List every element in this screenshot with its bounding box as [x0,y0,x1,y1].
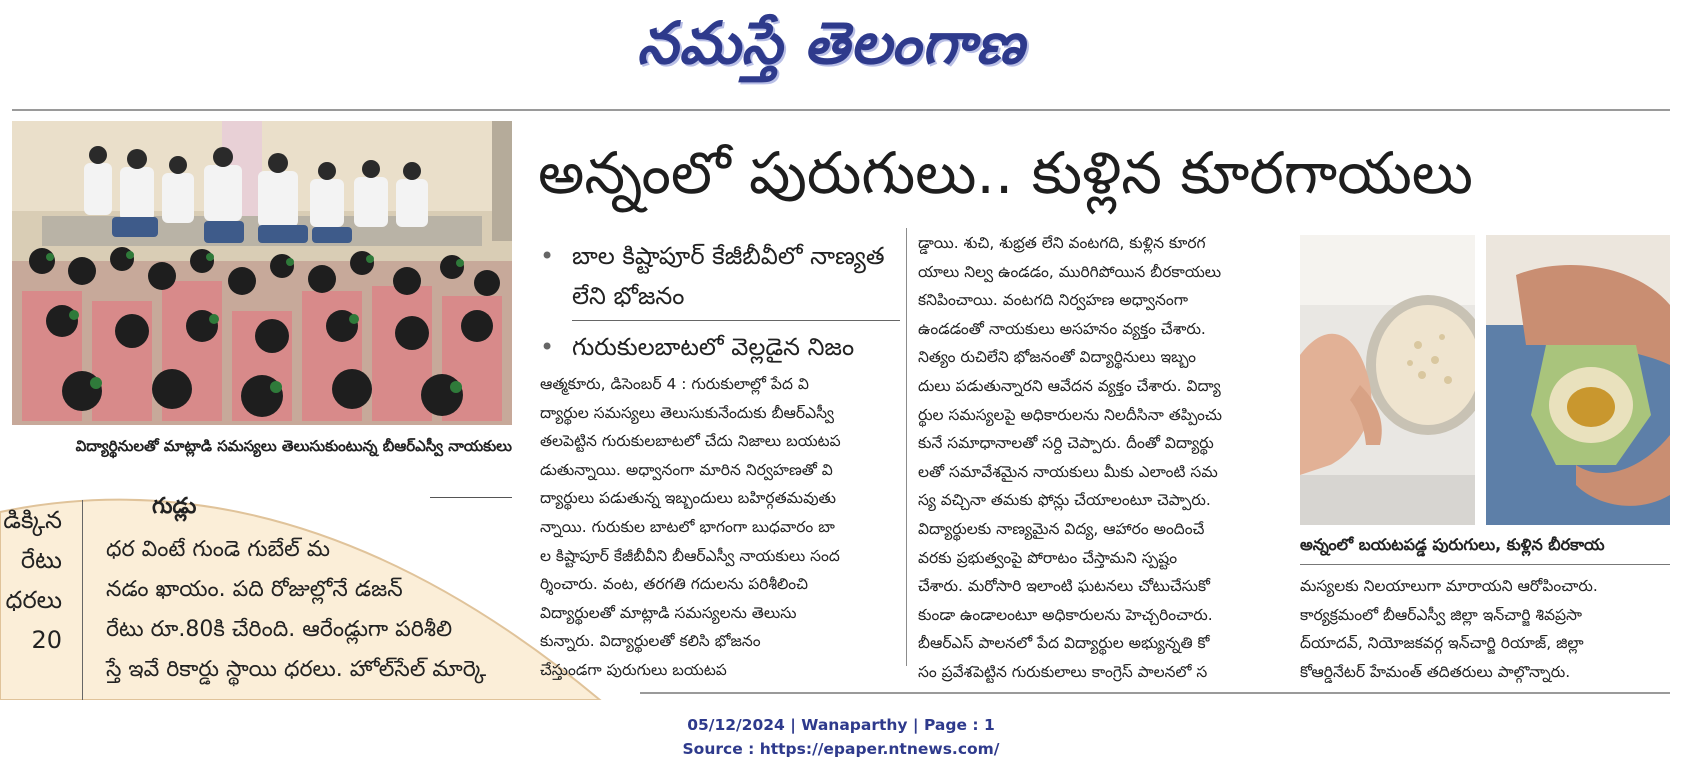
bullet-dot-icon: • [540,333,555,361]
column-line: ద్‌యాదవ్, నియోజకవర్గ ఇన్‌చార్జి రియాజ్, జిల్లా [1300,634,1584,652]
footer-meta: 05/12/2024 | Wanaparthy | Page : 1 [687,716,995,734]
ridge-gourd-photo [1486,235,1670,525]
article-bullets [540,236,900,367]
photo-caption: విద్యార్థినులతో మాట్లాడి సమస్యలు తెలుసుకుంటున్న బీఆర్ఎస్వీ నాయకులు [75,437,512,455]
column-line: కనిపించాయి. వంటగది నిర్వహణ అధ్వానంగా [918,291,1189,310]
side-box-heading: గుడ్లు [152,494,197,519]
bullet-text: బాల కిష్టాపూర్ కేజీబీవీలో నాణ్యత లేని భోజనం [572,242,885,310]
column-line: ర్థుల సమస్యలపై అధికారులను నిలదీసినా తప్పించు [918,405,1223,424]
column-line: నిత్యం రుచిలేని భోజనంతో విద్యార్థినులు ఇబ్బం [918,348,1196,367]
column-line: కునే సమాధానాలతో సర్ది చెప్పారు. దీంతో విద్యార్థు [918,434,1214,453]
column-line: ఆత్మకూరు, డిసెంబర్ 4 : గురుకులాల్లో పేద వి [540,375,809,393]
article-column-3 [1300,572,1670,686]
rice-plate-illustration [1300,235,1475,525]
column-line: ఉండడంతో నాయకులు అసహనం వ్యక్తం చేశారు. [918,319,1206,338]
food-photo-caption: అన్నంలో బయటపడ్డ పురుగులు, కుళ్లిన బీరకాయ [1300,535,1605,554]
fragment-line: 20 [31,626,62,654]
fragment-line: ధరలు [5,586,62,614]
column-line: చేస్తుండగా పురుగులు బయటప [540,660,727,679]
column-line: విద్యార్థులతో మాట్లాడి సమస్యలను తెలుసు [540,603,797,622]
caption-rule [1300,564,1670,565]
side-box-left-fragments [0,500,62,660]
fragment-line: డిక్కిన [3,506,62,534]
column-line: కార్యక్రమంలో బీఆర్ఎస్వీ జిల్లా ఇన్‌చార్జి శివప్రసా [1300,605,1583,624]
column-divider [906,228,907,666]
food-photos [1300,235,1670,525]
column-line: స్య వచ్చినా తమకు ఫోన్లు చేయాలంటూ చెప్పారు. [918,491,1211,510]
column-line: ద్యార్థుల సమస్యలు తెలుసుకునేందుకు బీఆర్ఎస్వీ [540,403,834,422]
column-line: డ్డాయి. శుచి, శుభ్రత లేని వంటగది, కుళ్లిన కూరగ [918,234,1206,252]
article-column-2 [918,229,1278,687]
eggs-price-box [0,470,610,700]
column-line: కున్నారు. విద్యార్థులతో కలిసి భోజనం [540,632,761,651]
side-box-line: ధర వింటే గుండె గుబేల్ మ [106,537,331,562]
students-meeting-illustration [12,121,512,425]
column-line: బీఆర్ఎస్ పాలనలో పేద విద్యార్థుల అభ్యున్నతి కో [918,634,1210,653]
column-line: ల కిష్టాపూర్ కేజీబీవీని బీఆర్ఎస్వీ నాయకులు సంద [540,546,840,565]
ridge-gourd-illustration [1486,235,1670,525]
side-box-divider [82,500,83,700]
column-line: ర్శించారు. వంట, తరగతి గదులను పరిశీలించి [540,575,808,594]
rice-plate-photo [1300,235,1475,525]
bullet-dot-icon: • [540,242,555,270]
footer-source-link[interactable]: Source : https://epaper.ntnews.com/ [682,740,1000,758]
students-meeting-photo [12,121,512,425]
column-line: న్నాయి. గురుకుల బాటలో భాగంగా బుధవారం బా [540,517,835,536]
bullet-item [540,327,900,367]
column-line: ద్యార్థులు పడుతున్న ఇబ్బందులు బహిర్గతమవుతు [540,489,836,508]
column-line: డుతున్నాయి. అధ్వానంగా మారిన నిర్వహణతో వి [540,460,833,479]
column-line: దులు పడుతున్నారని ఆవేదన వ్యక్తం చేశారు. విద్యా [918,376,1221,395]
bottom-rule [640,692,1670,694]
column-line: తలపెట్టిన గురుకులబాటలో చేదు నిజాలు బయటప [540,432,841,451]
side-box-line: నడం ఖాయం. పది రోజుల్లోనే డజన్ [106,577,403,602]
top-rule [12,109,1670,111]
masthead [0,0,1682,100]
bullet-text: గురుకులబాటలో వెల్లడైన నిజం [572,333,855,361]
column-line: సం ప్రవేశపెట్టిన గురుకులాలు కాంగ్రెస్ పాలనలో స [918,662,1208,681]
article-headline: అన్నంలో పురుగులు.. కుళ్లిన కూరగాయలు [538,139,1473,207]
column-line: యాలు నిల్వ ఉండడం, మురిగిపోయిన బీరకాయలు [918,262,1222,281]
side-box-line: రేటు రూ.80కి చేరింది. ఆరేండ్లుగా పరిశీలి [106,617,453,642]
column-line: కోఆర్డినేటర్ హేమంత్ తదితరులు పాల్గొన్నారు. [1300,662,1571,681]
column-line: వరకు ప్రభుత్వంపై పోరాటం చేస్తామని స్పష్టం [918,548,1178,567]
bullet-divider [572,320,900,321]
column-line: విద్యార్థులకు నాణ్యమైన విద్య, ఆహారం అందించే [918,519,1205,538]
column-line: లతో సమావేశమైన నాయకులు మీకు ఎలాంటి సమ [918,462,1218,481]
side-box-body [106,530,606,690]
fragment-line: రేటు [20,546,62,574]
side-box-line: స్తే ఇవే రికార్డు స్థాయి ధరలు. హోల్‌సేల్ మార్కె [106,657,487,682]
newspaper-logo: నమస్తే తెలంగాణ [637,8,1025,77]
article-column-1 [540,370,900,685]
column-line: కుండా ఉండాలంటూ అధికారులను హెచ్చరించారు. [918,605,1213,624]
column-line: మస్యలకు నిలయాలుగా మారాయని ఆరోపించారు. [1300,577,1598,595]
column-line: చేశారు. మరోసారి ఇలాంటి ఘటనలు చోటుచేసుకో [918,577,1210,596]
bullet-item [540,236,900,316]
